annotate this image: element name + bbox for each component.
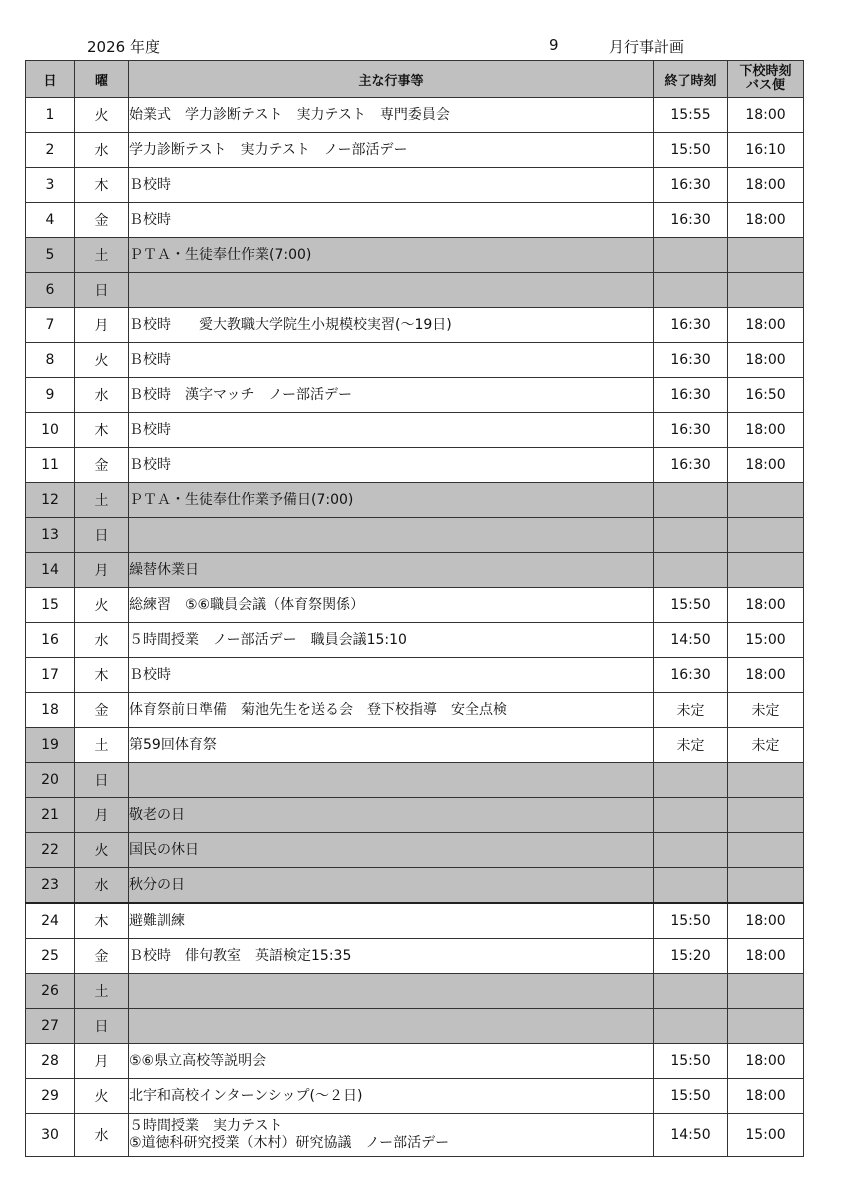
end-time-cell [654,518,728,553]
table-row [26,588,804,623]
weekday-cell: 金 [75,448,129,483]
events-cell: 北宇和高校インターンシップ(～２日) [129,1079,654,1114]
month-number: 9 [549,36,559,54]
bus-time-cell [728,553,804,588]
end-time-cell [654,833,728,868]
bus-time-cell [728,763,804,798]
end-time-cell: 16:30 [654,448,728,483]
day-cell: 24 [26,903,75,939]
day-cell: 8 [26,343,75,378]
header-bus-time-line1: 下校時刻 [739,64,792,79]
events-cell [129,1009,654,1044]
weekday-cell: 月 [75,308,129,343]
end-time-cell: 14:50 [654,623,728,658]
weekday-cell: 木 [75,168,129,203]
day-cell: 21 [26,798,75,833]
end-time-cell [654,1009,728,1044]
end-time-cell: 16:30 [654,308,728,343]
table-row [26,168,804,203]
weekday-cell: 木 [75,658,129,693]
end-time-cell: 16:30 [654,378,728,413]
header-bus-time [728,61,804,98]
day-cell: 25 [26,939,75,974]
weekday-cell: 水 [75,1114,129,1157]
day-cell: 27 [26,1009,75,1044]
day-cell: 14 [26,553,75,588]
events-cell: Ｂ校時 [129,413,654,448]
weekday-cell: 土 [75,974,129,1009]
table-row [26,483,804,518]
bus-time-cell [728,238,804,273]
weekday-cell: 日 [75,1009,129,1044]
bus-time-cell [728,518,804,553]
day-cell: 7 [26,308,75,343]
header-end-time: 終了時刻 [654,61,728,98]
day-cell: 2 [26,133,75,168]
events-cell: Ｂ校時 漢字マッチ ノー部活デー [129,378,654,413]
day-cell: 12 [26,483,75,518]
bus-time-cell: 18:00 [728,203,804,238]
end-time-cell: 15:55 [654,98,728,133]
end-time-cell [654,553,728,588]
table-row [26,133,804,168]
table-row [26,763,804,798]
end-time-cell: 15:50 [654,1079,728,1114]
weekday-cell: 日 [75,518,129,553]
weekday-cell: 月 [75,553,129,588]
end-time-cell: 15:50 [654,1044,728,1079]
bus-time-cell: 18:00 [728,343,804,378]
end-time-cell: 15:20 [654,939,728,974]
day-cell: 1 [26,98,75,133]
weekday-cell: 日 [75,273,129,308]
end-time-cell: 16:30 [654,343,728,378]
events-cell: Ｂ校時 [129,203,654,238]
day-cell: 6 [26,273,75,308]
bus-time-cell: 18:00 [728,588,804,623]
table-row [26,343,804,378]
end-time-cell [654,238,728,273]
weekday-cell: 金 [75,203,129,238]
day-cell: 4 [26,203,75,238]
weekday-cell: 日 [75,763,129,798]
bus-time-cell: 18:00 [728,448,804,483]
end-time-cell: 未定 [654,693,728,728]
day-cell: 29 [26,1079,75,1114]
table-row [26,728,804,763]
fiscal-year: 2026 年度 [87,38,160,56]
weekday-cell: 木 [75,413,129,448]
table-row [26,903,804,939]
events-cell: Ｂ校時 [129,343,654,378]
header-day: 日 [26,61,75,98]
events-cell: 敬老の日 [129,798,654,833]
day-cell: 20 [26,763,75,798]
day-cell: 22 [26,833,75,868]
day-cell: 11 [26,448,75,483]
day-cell: 16 [26,623,75,658]
events-cell: ５時間授業 実力テスト ⑤道徳科研究授業（木村）研究協議 ノー部活デー [129,1114,654,1157]
weekday-cell: 月 [75,798,129,833]
table-row [26,1114,804,1157]
end-time-cell [654,483,728,518]
events-cell: 総練習 ⑤⑥職員会議（体育祭関係） [129,588,654,623]
table-row [26,203,804,238]
bus-time-cell [728,1009,804,1044]
day-cell: 19 [26,728,75,763]
table-row [26,798,804,833]
end-time-cell: 16:30 [654,203,728,238]
day-cell: 26 [26,974,75,1009]
bus-time-cell: 18:00 [728,413,804,448]
events-cell: ⑤⑥県立高校等説明会 [129,1044,654,1079]
events-cell: 学力診断テスト 実力テスト ノー部活デー [129,133,654,168]
header-events: 主な行事等 [129,61,654,98]
day-cell: 3 [26,168,75,203]
table-row [26,273,804,308]
day-cell: 30 [26,1114,75,1157]
events-cell: ＰＴＡ・生徒奉仕作業予備日(7:00) [129,483,654,518]
weekday-cell: 木 [75,903,129,939]
table-row [26,518,804,553]
weekday-cell: 火 [75,98,129,133]
monthly-schedule-table [25,60,804,1157]
weekday-cell: 月 [75,1044,129,1079]
bus-time-cell: 18:00 [728,308,804,343]
bus-time-cell: 18:00 [728,1044,804,1079]
events-cell: Ｂ校時 [129,168,654,203]
table-row [26,98,804,133]
page-title: 月行事計画 [609,38,685,56]
end-time-cell [654,273,728,308]
events-cell [129,974,654,1009]
header-weekday: 曜 [75,61,129,98]
end-time-cell: 未定 [654,728,728,763]
weekday-cell: 火 [75,1079,129,1114]
bus-time-cell: 未定 [728,693,804,728]
table-row [26,974,804,1009]
weekday-cell: 水 [75,378,129,413]
events-cell: Ｂ校時 俳句教室 英語検定15:35 [129,939,654,974]
bus-time-cell [728,833,804,868]
bus-time-cell [728,974,804,1009]
weekday-cell: 土 [75,238,129,273]
bus-time-cell: 15:00 [728,623,804,658]
events-cell: 体育祭前日準備 菊池先生を送る会 登下校指導 安全点検 [129,693,654,728]
end-time-cell: 14:50 [654,1114,728,1157]
end-time-cell [654,868,728,904]
events-cell: Ｂ校時 愛大教職大学院生小規模校実習(～19日) [129,308,654,343]
table-row [26,833,804,868]
bus-time-cell [728,798,804,833]
day-cell: 15 [26,588,75,623]
bus-time-cell: 18:00 [728,903,804,939]
table-row [26,1044,804,1079]
weekday-cell: 火 [75,343,129,378]
bus-time-cell: 18:00 [728,98,804,133]
events-cell: 繰替休業日 [129,553,654,588]
weekday-cell: 水 [75,868,129,904]
end-time-cell [654,974,728,1009]
table-row [26,413,804,448]
page-header [0,36,848,58]
table-row [26,939,804,974]
weekday-cell: 土 [75,483,129,518]
end-time-cell: 16:30 [654,168,728,203]
day-cell: 10 [26,413,75,448]
events-cell: ５時間授業 ノー部活デー 職員会議15:10 [129,623,654,658]
bus-time-cell: 18:00 [728,1079,804,1114]
day-cell: 5 [26,238,75,273]
end-time-cell [654,798,728,833]
events-cell: 秋分の日 [129,868,654,904]
day-cell: 17 [26,658,75,693]
events-cell [129,518,654,553]
bus-time-cell [728,483,804,518]
weekday-cell: 水 [75,133,129,168]
header-bus-time-line2: バス便 [745,78,785,93]
day-cell: 13 [26,518,75,553]
table-row [26,448,804,483]
events-cell: Ｂ校時 [129,658,654,693]
table-row [26,1009,804,1044]
bus-time-cell: 16:50 [728,378,804,413]
table-row [26,623,804,658]
events-cell: 始業式 学力診断テスト 実力テスト 専門委員会 [129,98,654,133]
schedule-body [26,98,804,1157]
events-cell: 避難訓練 [129,903,654,939]
weekday-cell: 土 [75,728,129,763]
end-time-cell: 15:50 [654,903,728,939]
weekday-cell: 金 [75,939,129,974]
day-cell: 18 [26,693,75,728]
table-row [26,1079,804,1114]
bus-time-cell [728,273,804,308]
end-time-cell: 15:50 [654,588,728,623]
end-time-cell: 16:30 [654,413,728,448]
events-cell [129,763,654,798]
weekday-cell: 水 [75,623,129,658]
table-row [26,238,804,273]
bus-time-cell: 16:10 [728,133,804,168]
events-cell [129,273,654,308]
day-cell: 28 [26,1044,75,1079]
table-row [26,658,804,693]
weekday-cell: 金 [75,693,129,728]
events-cell: 第59回体育祭 [129,728,654,763]
bus-time-cell [728,868,804,904]
table-row [26,553,804,588]
table-row [26,308,804,343]
bus-time-cell: 15:00 [728,1114,804,1157]
bus-time-cell: 18:00 [728,168,804,203]
day-cell: 9 [26,378,75,413]
events-cell: 国民の休日 [129,833,654,868]
bus-time-cell: 18:00 [728,658,804,693]
table-row [26,693,804,728]
weekday-cell: 火 [75,833,129,868]
events-cell: ＰＴＡ・生徒奉仕作業(7:00) [129,238,654,273]
table-row [26,868,804,904]
weekday-cell: 火 [75,588,129,623]
day-cell: 23 [26,868,75,904]
events-cell: Ｂ校時 [129,448,654,483]
bus-time-cell: 18:00 [728,939,804,974]
table-row [26,378,804,413]
end-time-cell: 15:50 [654,133,728,168]
bus-time-cell: 未定 [728,728,804,763]
end-time-cell: 16:30 [654,658,728,693]
end-time-cell [654,763,728,798]
table-header-row [26,61,804,98]
